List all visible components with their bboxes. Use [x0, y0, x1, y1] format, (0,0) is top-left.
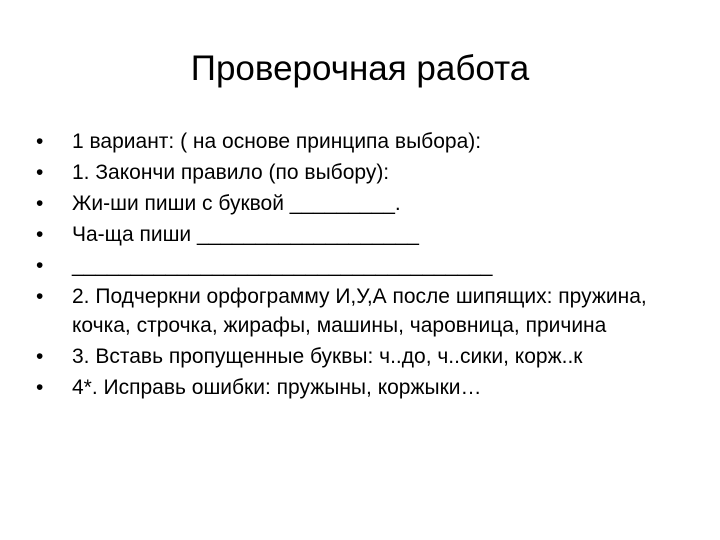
bullet-icon: • [36, 192, 44, 215]
list-item [36, 252, 706, 281]
list-item [36, 190, 706, 219]
bullet-icon: • [36, 223, 44, 246]
list-item-text: 1 вариант: ( на основе принципа выбора): [72, 130, 482, 153]
list-item-text: 3. Вставь пропущенные буквы: ч..до, ч..сики, корж..к [72, 344, 583, 368]
bullet-icon: • [36, 161, 44, 184]
bullet-icon: • [36, 130, 44, 153]
bullet-list [36, 128, 706, 405]
list-item-text: Жи-ши пиши с буквой _________. [72, 192, 401, 215]
list-item-text: 4*. Исправь ошибки: пружыны, коржыки… [72, 375, 482, 399]
bullet-icon: • [36, 285, 44, 308]
list-item-text: 1. Закончи правило (по выбору): [72, 161, 390, 184]
list-item [36, 343, 706, 372]
list-item [36, 283, 692, 340]
bullet-icon: • [36, 375, 44, 399]
bullet-icon: • [36, 254, 44, 277]
list-item-text: ____________________________________ [72, 254, 493, 277]
list-item [36, 159, 706, 188]
slide-title: Проверочная работа [190, 49, 530, 88]
list-item [36, 374, 706, 403]
list-item [36, 221, 706, 250]
list-item [36, 128, 706, 157]
bullet-icon: • [36, 344, 44, 368]
list-item-text: Ча-ща пиши ___________________ [72, 223, 419, 246]
list-item-text: 2. Подчеркни орфограмму И,У,А после шипящих: пружина, кочка, строчка, жирафы, машины, чаровница, причина [72, 285, 647, 337]
